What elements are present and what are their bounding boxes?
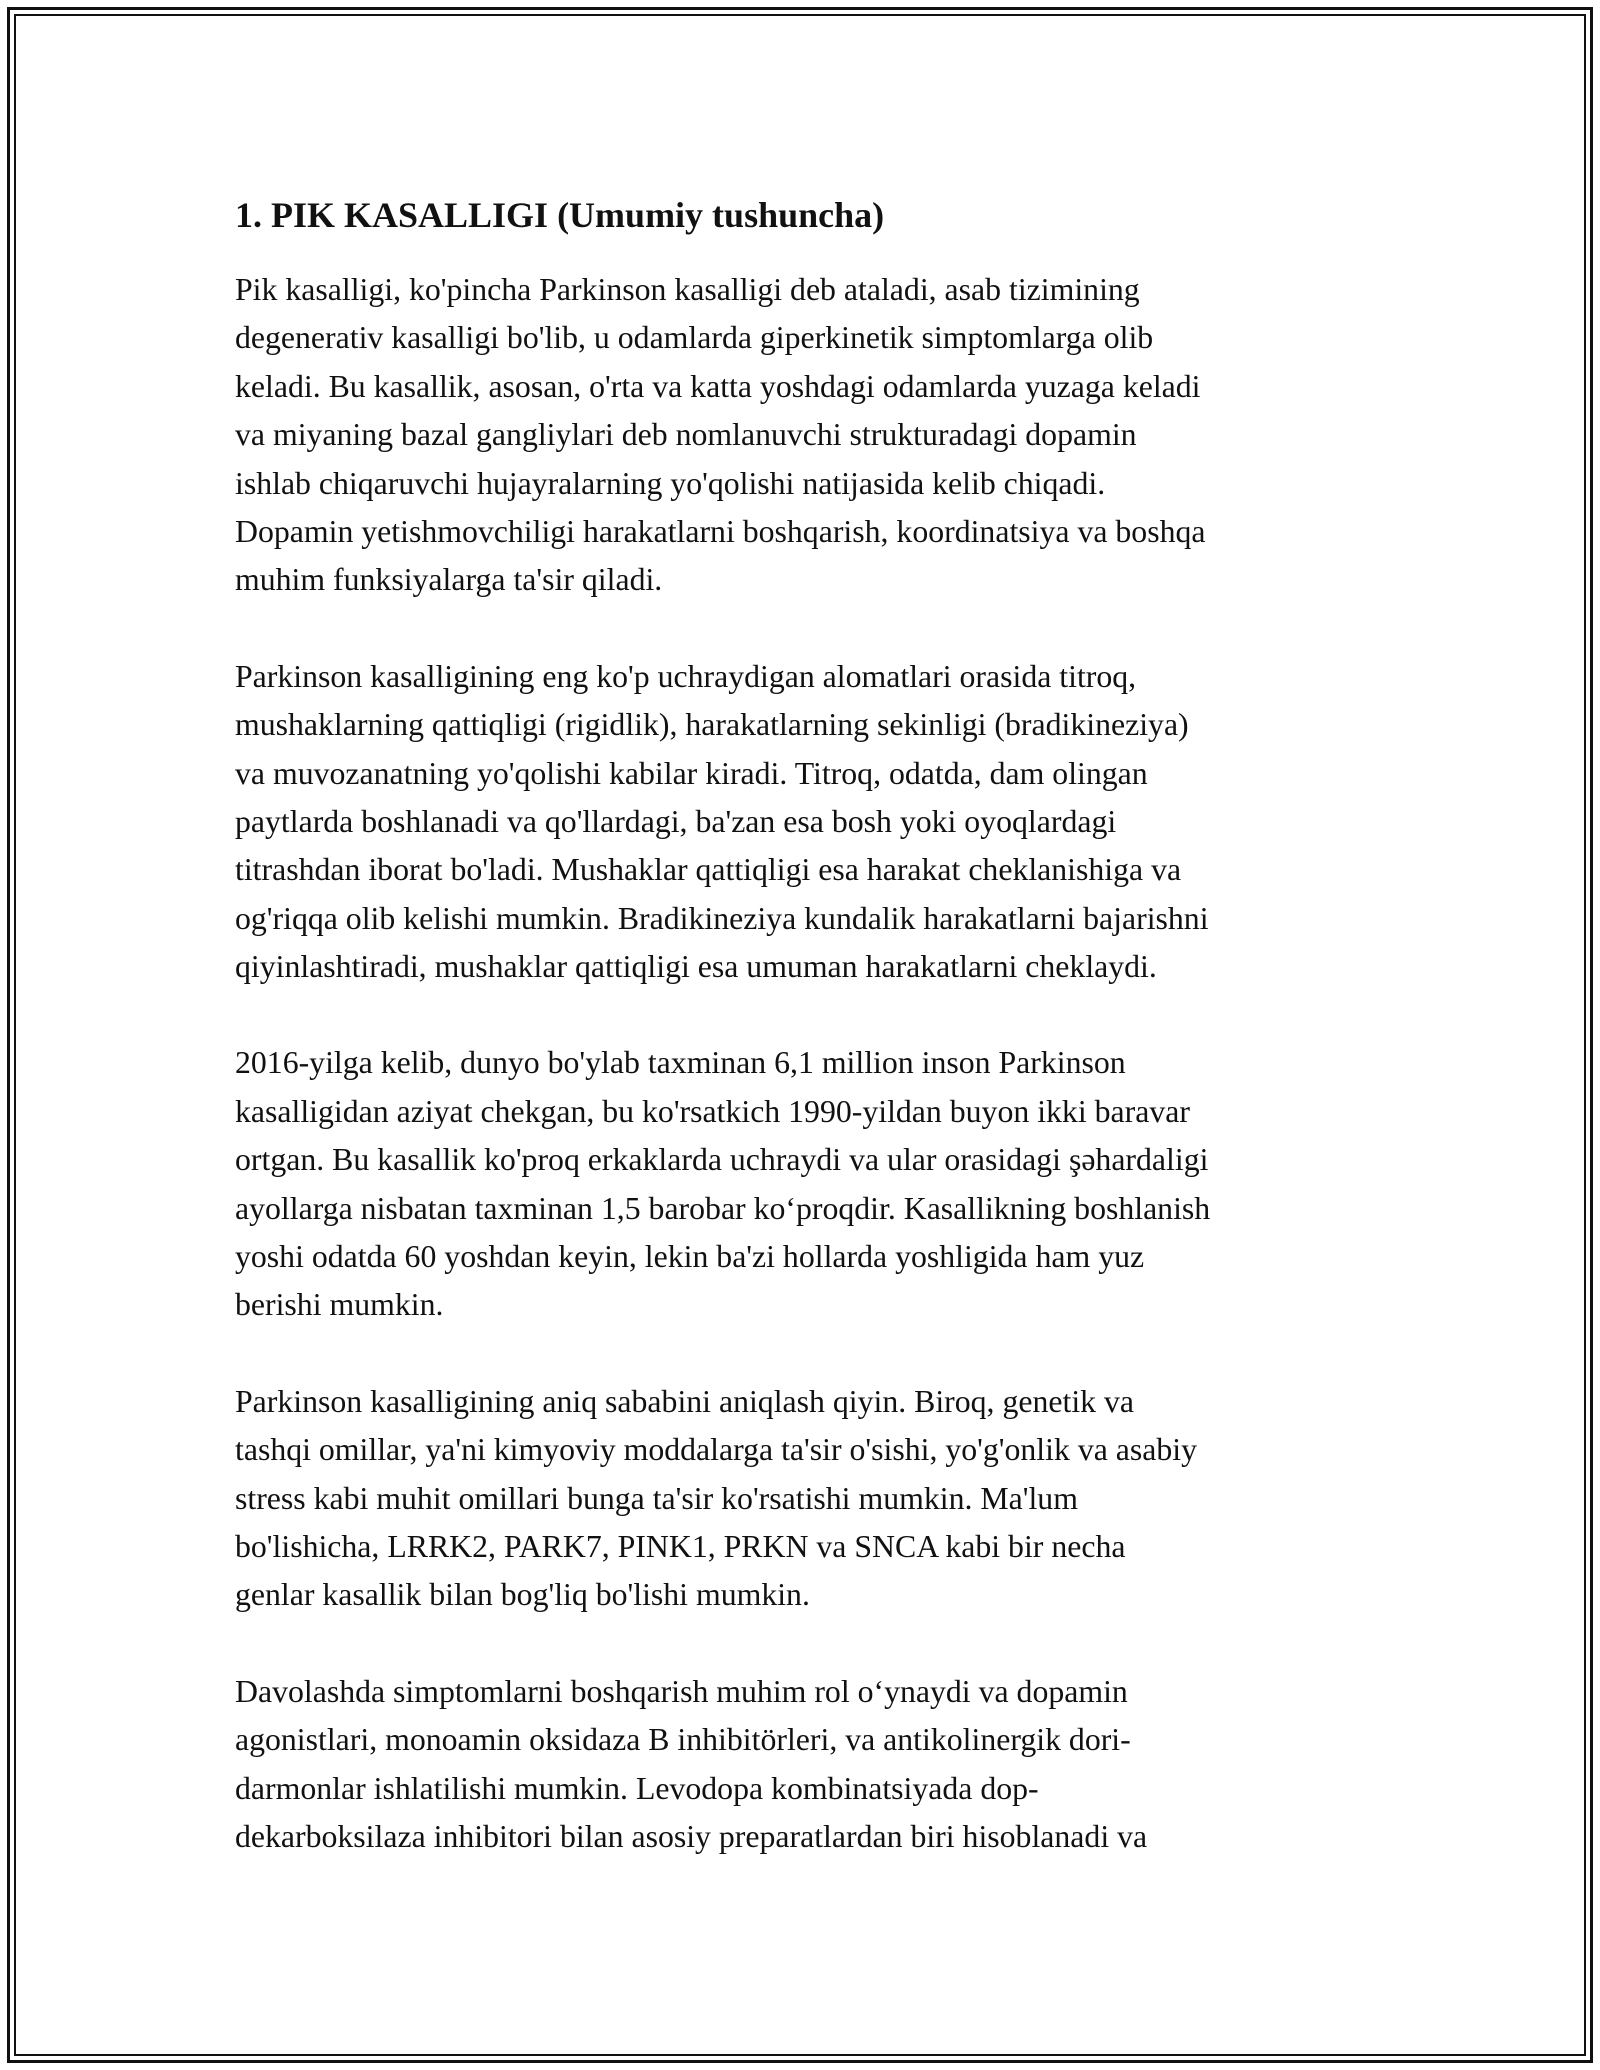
text-line: paytlarda boshlanadi va qo'llardagi, ba'zan esa bosh yoki oyoqlardagi <box>235 803 1117 839</box>
text-line: Dopamin yetishmovchiligi harakatlarni boshqarish, koordinatsiya va boshqa <box>235 513 1206 549</box>
text-line: Parkinson kasalligining eng ko'p uchraydigan alomatlari orasida titroq, <box>235 658 1137 694</box>
text-line: dekarboksilaza inhibitori bilan asosiy preparatlardan biri hisoblanadi va <box>235 1818 1148 1854</box>
text-line: tashqi omillar, ya'ni kimyoviy moddalarga ta'sir o'sishi, yo'g'onlik va asabiy <box>235 1432 1198 1468</box>
text-line: ayollarga nisbatan taxminan 1,5 barobar ko‘proqdir. Kasallikning boshlanish <box>235 1190 1211 1226</box>
text-line: stress kabi muhit omillari bunga ta'sir ko'rsatishi mumkin. Ma'lum <box>235 1480 1078 1516</box>
text-line: Davolashda simptomlarni boshqarish muhim rol o‘ynaydi va dopamin <box>235 1673 1128 1709</box>
text-line: mushaklarning qattiqligi (rigidlik), harakatlarning sekinligi (bradikineziya) <box>235 707 1189 743</box>
document-body <box>235 186 1375 1909</box>
paragraph-causes <box>235 1378 1375 1620</box>
text-line: va miyaning bazal gangliylari deb nomlanuvchi strukturadagi dopamin <box>235 417 1137 453</box>
text-line: berishi mumkin. <box>235 1287 444 1323</box>
text-line: Pik kasalligi, ko'pincha Parkinson kasalligi deb ataladi, asab tizimining <box>235 272 1140 307</box>
text-line: kasalligidan aziyat chekgan, bu ko'rsatkich 1990-yildan buyon ikki baravar <box>235 1093 1190 1129</box>
text-line: yoshi odatda 60 yoshdan keyin, lekin ba'zi hollarda yoshligida ham yuz <box>235 1239 1145 1275</box>
text-line: titrashdan iborat bo'ladi. Mushaklar qattiqligi esa harakat cheklanishiga va <box>235 852 1182 888</box>
paragraph-treatment <box>235 1668 1375 1862</box>
text-line: genlar kasallik bilan bog'liq bo'lishi mumkin. <box>235 1577 810 1613</box>
text-line: keladi. Bu kasallik, asosan, o'rta va katta yoshdagi odamlarda yuzaga keladi <box>235 368 1201 404</box>
text-line: degenerativ kasalligi bo'lib, u odamlarda giperkinetik simptomlarga olib <box>235 320 1154 356</box>
text-line: darmonlar ishlatilishi mumkin. Levodopa kombinatsiyada dop- <box>235 1770 1039 1806</box>
paragraph-symptoms <box>235 653 1375 992</box>
paragraph-epidemiology <box>235 1039 1375 1329</box>
text-line: va muvozanatning yo'qolishi kabilar kiradi. Titroq, odatda, dam olingan <box>235 755 1148 791</box>
text-line: og'riqqa olib kelishi mumkin. Bradikineziya kundalik harakatlarni bajarishni <box>235 900 1209 936</box>
text-line: Parkinson kasalligining aniq sababini aniqlash qiyin. Biroq, genetik va <box>235 1383 1135 1419</box>
text-line: qiyinlashtiradi, mushaklar qattiqligi esa umuman harakatlarni cheklaydi. <box>235 949 1157 985</box>
text-line: ortgan. Bu kasallik ko'proq erkaklarda uchraydi va ular orasidagi şəhardaligi <box>235 1142 1209 1178</box>
section-title: 1. PIK KASALLIGI (Umumiy tushuncha) <box>235 195 885 235</box>
paragraph-definition <box>235 266 1375 605</box>
text-line: ishlab chiqaruvchi hujayralarning yo'qolishi natijasida kelib chiqadi. <box>235 465 1106 501</box>
text-line: muhim funksiyalarga ta'sir qiladi. <box>235 562 663 598</box>
text-line: agonistlari, monoamin oksidaza B inhibitörleri, va antikolinergik dori- <box>235 1722 1131 1758</box>
text-line: bo'lishicha, LRRK2, PARK7, PINK1, PRKN va SNCA kabi bir necha <box>235 1528 1126 1564</box>
text-line: 2016-yilga kelib, dunyo bo'ylab taxminan 6,1 million inson Parkinson <box>235 1045 1126 1081</box>
